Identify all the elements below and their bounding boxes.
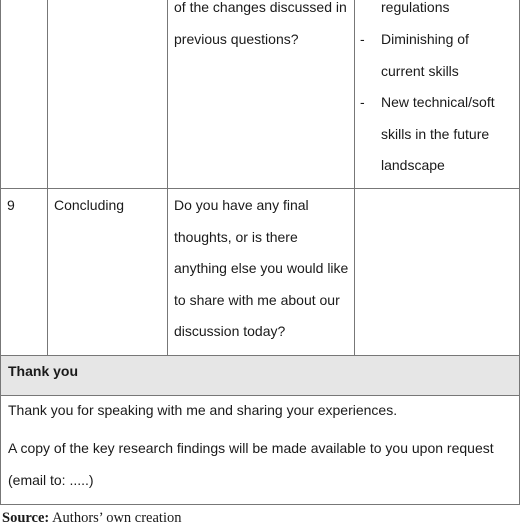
list-item (356, 87, 495, 182)
row8-question (174, 0, 347, 55)
row8-question-line: of the changes discussed in (174, 0, 347, 15)
source-caption (2, 510, 181, 527)
row9-question-line: thoughts, or is there (174, 228, 298, 245)
row9-question-line: anything else you would like (174, 260, 349, 277)
thank-you-line-1: Thank you for speaking with me and sharing your experiences. (8, 402, 398, 418)
row8-question-line: previous questions? (174, 30, 299, 47)
probe-line: landscape (381, 157, 445, 174)
probe-line: Diminishing of (381, 31, 469, 47)
list-item (356, 24, 495, 87)
thank-you-line-3: (email to: .....) (8, 472, 94, 488)
column-divider-3 (354, 0, 355, 356)
row-divider-8-9 (0, 188, 520, 189)
column-divider-2 (167, 0, 168, 356)
source-text: Authors’ own creation (49, 510, 182, 526)
row9-question (174, 190, 348, 348)
probe-line: current skills (381, 62, 459, 79)
probe-line: New technical/soft (381, 94, 495, 111)
thank-you-line-2: A copy of the key research findings will be made available to you upon request (8, 440, 494, 456)
dash-bullet: - (360, 31, 365, 47)
table-border-left (0, 0, 1, 505)
probe-line: skills in the future (381, 125, 490, 142)
row8-probe-list (356, 24, 495, 182)
row9-topic: Concluding (54, 197, 125, 213)
column-divider-1 (47, 0, 48, 356)
row9-number: 9 (7, 197, 15, 213)
row9-question-line: to share with me about our (174, 291, 340, 308)
table-border-bottom (0, 504, 520, 505)
row8-probe-continued: regulations (381, 0, 450, 15)
row9-question-line: discussion today? (174, 323, 286, 340)
row9-question-line: Do you have any final (174, 197, 309, 213)
thank-you-heading: Thank you (8, 363, 79, 379)
source-label: Source: (2, 510, 50, 526)
dash-bullet: - (360, 94, 365, 111)
